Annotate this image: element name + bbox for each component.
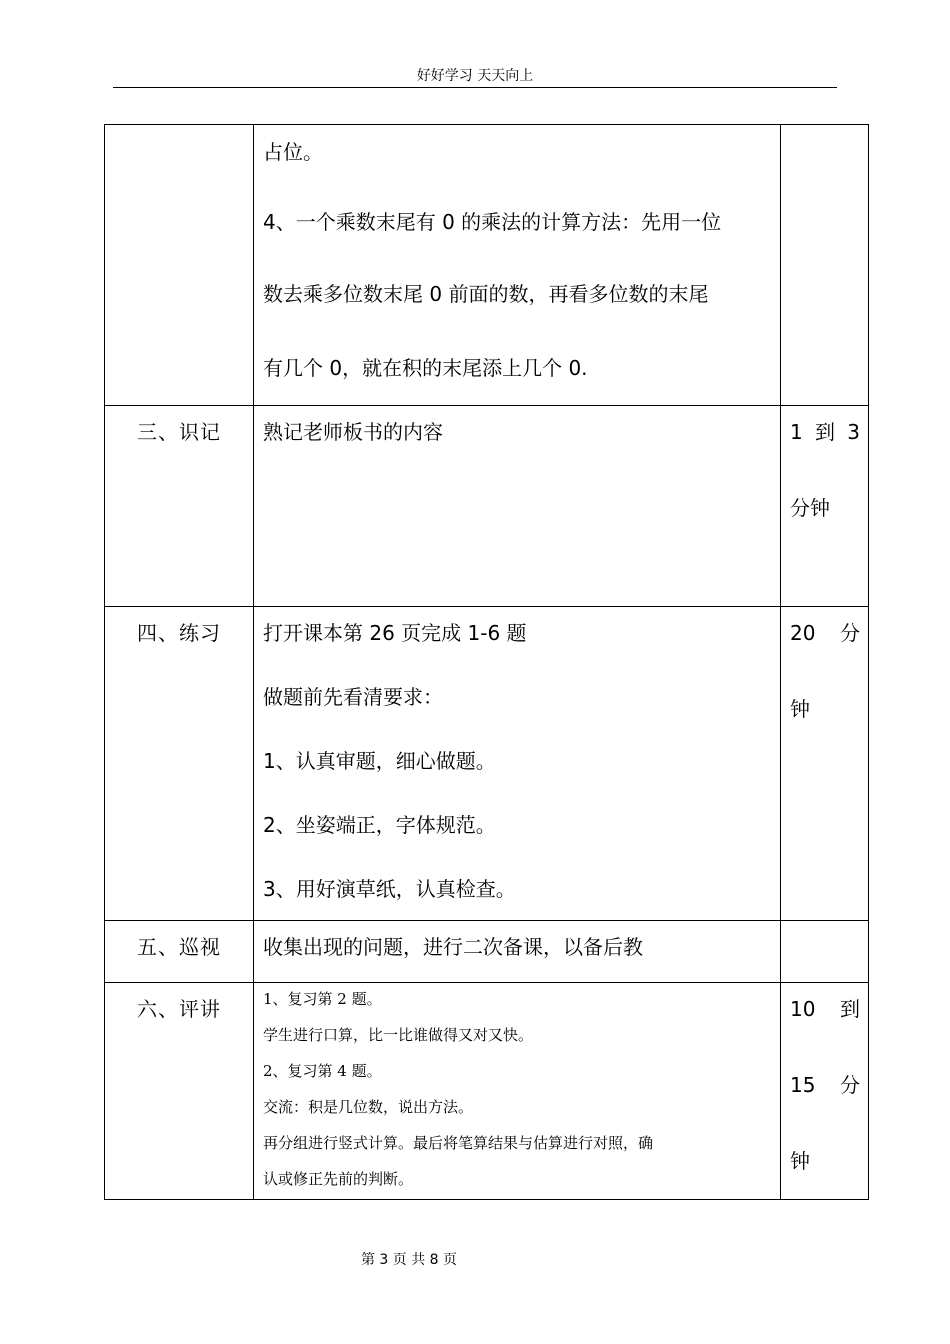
content-line: 交流：积是几位数，说出方法。: [263, 1098, 474, 1116]
stage-cell-empty: [105, 125, 254, 406]
stage-label: 四、练习: [137, 621, 221, 645]
table-row: [105, 406, 869, 607]
content-line: 熟记老师板书的内容: [263, 420, 443, 444]
table-row: [105, 125, 869, 406]
stage-cell: [105, 983, 254, 1200]
time-word: 分: [840, 1073, 860, 1097]
time-value: 15: [790, 1073, 816, 1097]
stage-label: 三、识记: [137, 420, 221, 444]
content-line: 认或修正先前的判断。: [263, 1170, 414, 1188]
content-line: 收集出现的问题，进行二次备课，以备后教: [263, 935, 643, 959]
table-row: [105, 607, 869, 921]
content-cell: [254, 125, 781, 406]
time-value: 3: [847, 420, 860, 444]
content-line: 有几个 0，就在积的末尾添上几个 0.: [263, 356, 588, 380]
time-line: 分钟: [790, 496, 830, 520]
time-line: 钟: [790, 1149, 810, 1173]
time-line: [790, 1072, 860, 1098]
content-cell: [254, 607, 781, 921]
content-line: 4、一个乘数末尾有 0 的乘法的计算方法：先用一位: [263, 210, 722, 234]
time-value: 20: [790, 621, 816, 645]
header-rule: [113, 87, 837, 88]
table-row: [105, 921, 869, 983]
content-line: 再分组进行竖式计算。最后将笔算结果与估算进行对照，确: [263, 1134, 654, 1152]
content-cell: [254, 921, 781, 983]
time-word: 到: [840, 997, 860, 1021]
page-header: 好好学习 天天向上: [416, 68, 534, 84]
stage-cell: [105, 406, 254, 607]
stage-cell: [105, 921, 254, 983]
time-cell-empty: [781, 921, 869, 983]
time-line: [790, 983, 860, 1022]
time-line: [790, 607, 860, 646]
table-row: [105, 983, 869, 1200]
content-line: 2、坐姿端正，字体规范。: [263, 813, 496, 837]
content-line: 1、认真审题，细心做题。: [263, 749, 496, 773]
content-line: 做题前先看清要求：: [263, 685, 443, 709]
content-line: 1、复习第 2 题。: [263, 990, 382, 1008]
time-cell: [781, 983, 869, 1200]
page-footer: 第 3 页 共 8 页: [360, 1252, 458, 1268]
time-cell-empty: [781, 125, 869, 406]
content-cell: [254, 406, 781, 607]
content-line: 数去乘多位数末尾 0 前面的数，再看多位数的末尾: [263, 282, 709, 306]
time-cell: [781, 406, 869, 607]
content-line: 打开课本第 26 页完成 1-6 题: [263, 621, 527, 645]
time-cell: [781, 607, 869, 921]
content-cell: [254, 983, 781, 1200]
time-value: 10: [790, 997, 816, 1021]
time-value: 1: [790, 420, 803, 444]
time-line: 钟: [790, 697, 810, 721]
lesson-plan-table: [104, 124, 869, 1200]
time-word: 分: [840, 621, 860, 645]
stage-cell: [105, 607, 254, 921]
content-line: 占位。: [263, 140, 323, 164]
stage-label: 六、评讲: [137, 997, 221, 1021]
content-line: 2、复习第 4 题。: [263, 1062, 382, 1080]
content-line: 3、用好演草纸，认真检查。: [263, 877, 516, 901]
stage-label: 五、巡视: [137, 935, 221, 959]
content-line: 学生进行口算，比一比谁做得又对又快。: [263, 1026, 534, 1044]
time-line: [790, 406, 860, 445]
time-word: 到: [815, 420, 835, 444]
